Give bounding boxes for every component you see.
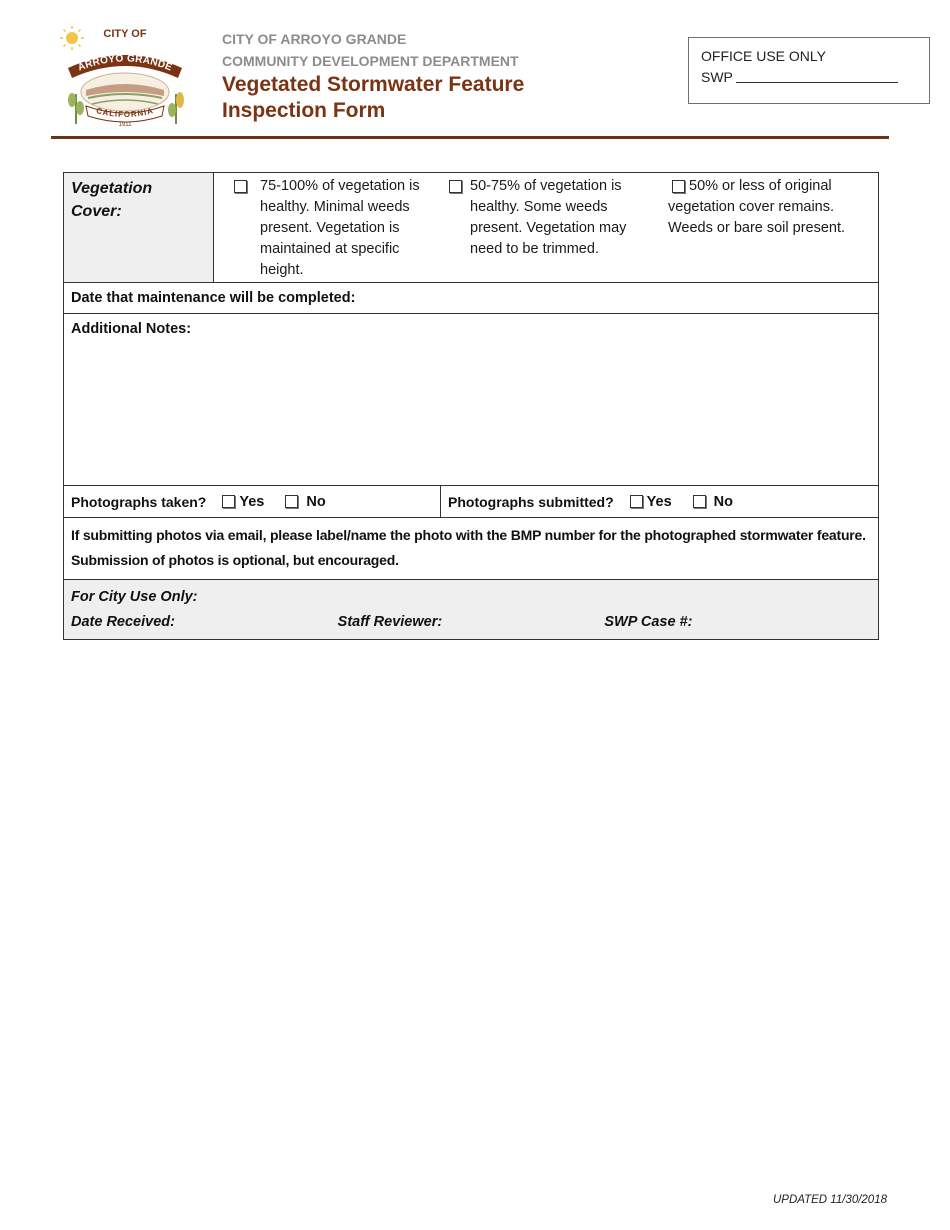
- additional-notes-label: Additional Notes:: [71, 321, 192, 337]
- plant-right-icon: [168, 92, 184, 124]
- photos-taken-no[interactable]: No: [285, 494, 325, 510]
- form-title-line2: Inspection Form: [222, 99, 386, 122]
- checkbox-50-75[interactable]: [449, 180, 462, 193]
- swp-label: SWP: [701, 69, 733, 85]
- checkbox-50-or-less[interactable]: [672, 180, 685, 193]
- city-use-heading: For City Use Only:: [71, 589, 198, 605]
- svg-text:ARROYO GRANDE: ARROYO GRANDE: [76, 53, 174, 74]
- header-divider: [51, 136, 889, 139]
- photos-taken-cell: [64, 486, 441, 517]
- department-name: COMMUNITY DEVELOPMENT DEPARTMENT: [222, 53, 519, 69]
- photos-submitted-no[interactable]: No: [693, 494, 733, 510]
- photos-submitted-yes[interactable]: Yes: [630, 494, 672, 510]
- checkbox-75-100[interactable]: [234, 180, 247, 193]
- swp-case-label: SWP Case #:: [604, 614, 693, 630]
- checkbox-photos-taken-yes[interactable]: [222, 495, 235, 508]
- checkbox-photos-submitted-no[interactable]: [693, 495, 706, 508]
- date-received-label: Date Received:: [71, 614, 175, 630]
- maintenance-date-label: Date that maintenance will be completed:: [71, 290, 356, 306]
- updated-date: UPDATED 11/30/2018: [773, 1194, 887, 1206]
- city-seal-logo: [58, 24, 192, 128]
- svg-text:CALIFORNIA: CALIFORNIA: [95, 106, 155, 120]
- vegetation-cover-label: Vegetation Cover:: [64, 173, 214, 282]
- additional-notes-field[interactable]: [64, 314, 878, 486]
- maintenance-date-field[interactable]: [64, 283, 878, 314]
- svg-text:1911: 1911: [118, 122, 132, 128]
- swp-field[interactable]: [701, 67, 917, 88]
- option-text: 50% or less of original vegetation cover remains. Weeds or bare soil present.: [668, 178, 846, 236]
- city-use-only-section: [64, 580, 878, 639]
- photos-submitted-cell: [441, 486, 878, 517]
- photographs-row: [64, 486, 878, 518]
- staff-reviewer-label: Staff Reviewer:: [337, 614, 443, 630]
- photos-submitted-label: Photographs submitted?: [448, 493, 614, 510]
- city-name: CITY OF ARROYO GRANDE: [222, 31, 407, 47]
- checkbox-photos-taken-no[interactable]: [285, 495, 298, 508]
- office-use-title: OFFICE USE ONLY: [701, 48, 826, 64]
- vegetation-cover-row: [64, 173, 878, 283]
- checkbox-photos-submitted-yes[interactable]: [630, 495, 643, 508]
- vegetation-option-50-or-less[interactable]: [648, 173, 878, 282]
- vegetation-option-75-100[interactable]: [214, 173, 432, 282]
- swp-blank-line[interactable]: [736, 69, 898, 83]
- office-use-box: [688, 37, 930, 104]
- form-title-line1: Vegetated Stormwater Feature: [222, 73, 525, 96]
- vegetation-option-50-75[interactable]: [432, 173, 648, 282]
- option-text: 75-100% of vegetation is healthy. Minimal weeds present. Vegetation is maintained at specific height.: [260, 178, 420, 278]
- plant-left-icon: [68, 93, 84, 124]
- photos-taken-yes[interactable]: Yes: [222, 494, 264, 510]
- email-instructions: If submitting photos via email, please label/name the photo with the BMP number for the photographed stormwater feature. Submission of photos is optional, but encouraged.: [64, 518, 878, 580]
- inspection-form-table: [63, 172, 879, 640]
- sun-icon: [60, 26, 84, 50]
- option-text: 50-75% of vegetation is healthy. Some weeds present. Vegetation may need to be trimmed.: [470, 178, 627, 257]
- photos-taken-label: Photographs taken?: [71, 493, 207, 510]
- svg-text:CITY OF: CITY OF: [103, 28, 147, 40]
- header-block: [222, 28, 524, 124]
